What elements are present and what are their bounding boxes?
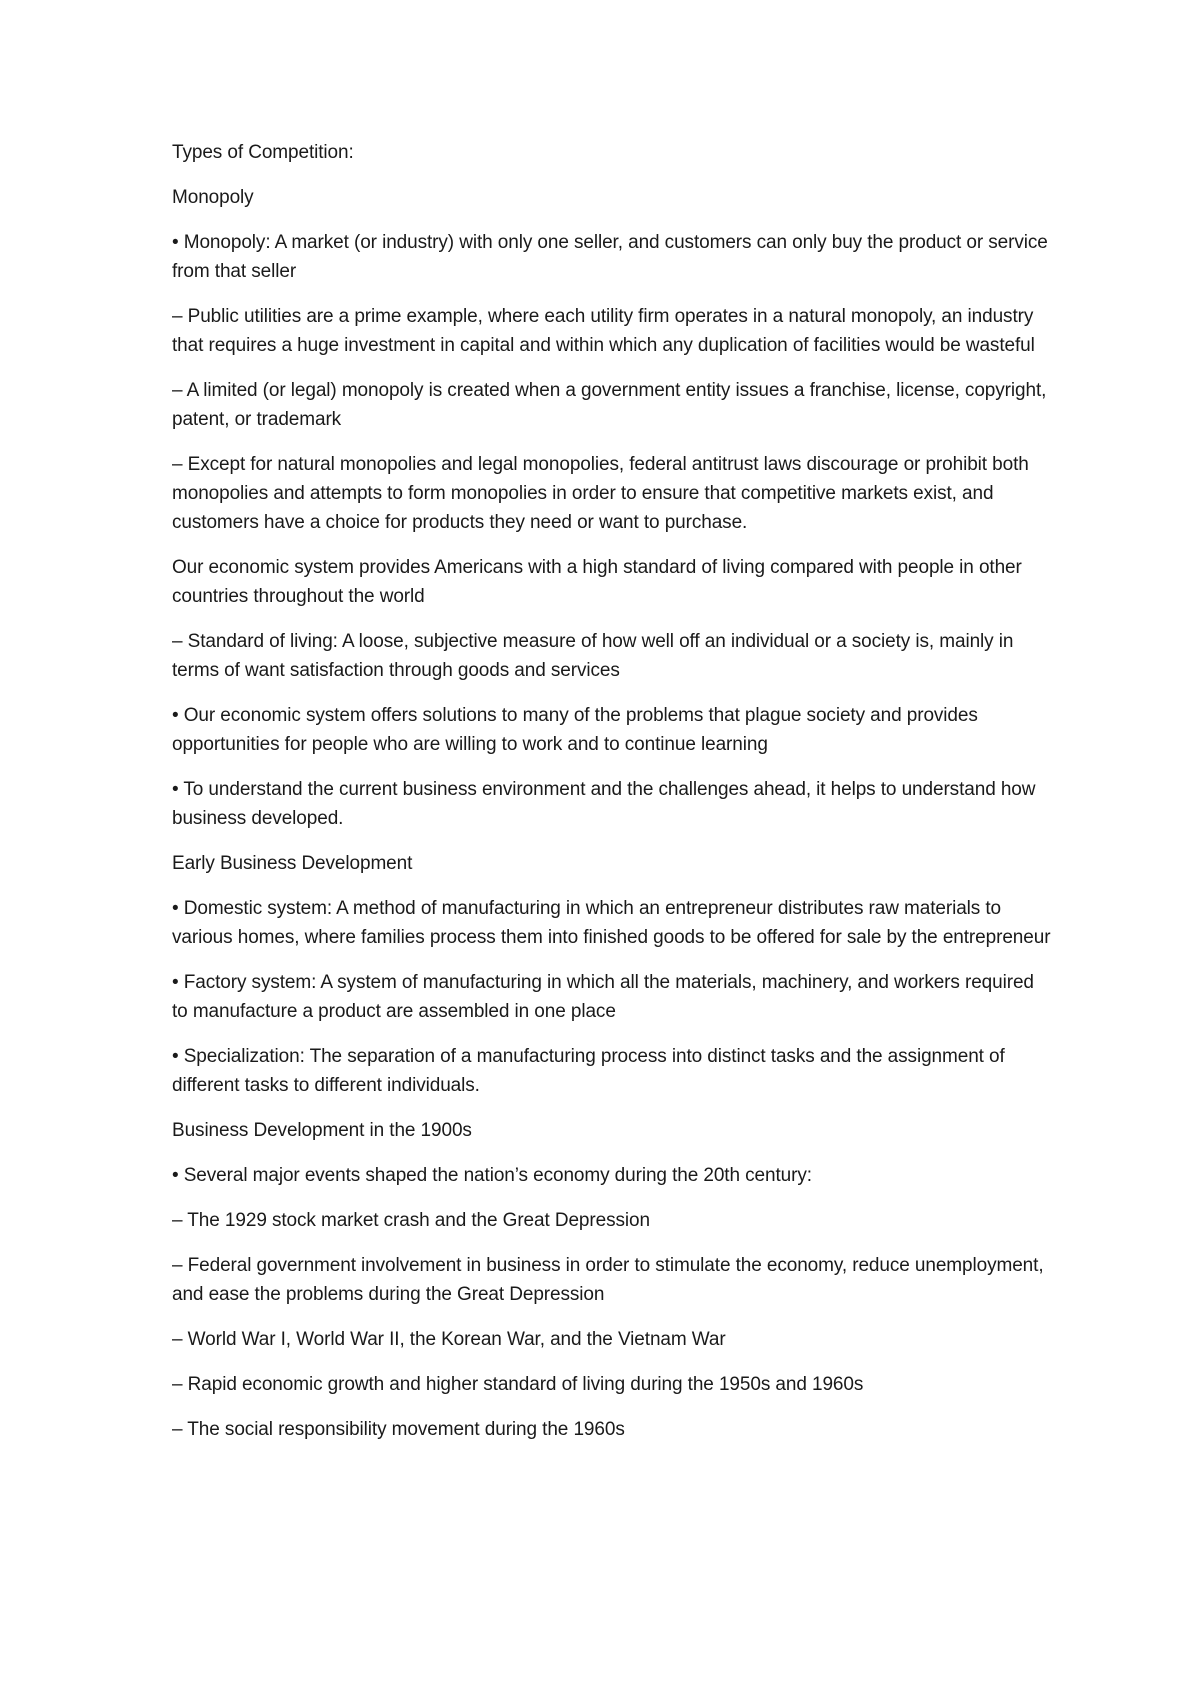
bullet-understand-business: • To understand the current business environment and the challenges ahead, it helps to understand how business developed. bbox=[172, 779, 1036, 829]
bullet-specialization: • Specialization: The separation of a manufacturing process into distinct tasks and the assignment of different tasks to different individuals. bbox=[172, 1046, 1005, 1096]
document-body bbox=[172, 138, 1052, 1460]
bullet-monopoly-definition: • Monopoly: A market (or industry) with only one seller, and customers can only buy the product or service from that seller bbox=[172, 232, 1048, 282]
subpoint-limited-monopoly: – A limited (or legal) monopoly is created when a government entity issues a franchise, license, copyright, patent, or trademark bbox=[172, 380, 1047, 430]
subpoint-social-responsibility: – The social responsibility movement during the 1960s bbox=[172, 1419, 625, 1440]
document-title: Types of Competition: bbox=[172, 142, 354, 163]
section-heading-monopoly: Monopoly bbox=[172, 187, 254, 208]
subpoint-standard-of-living: – Standard of living: A loose, subjective measure of how well off an individual or a society is, mainly in terms of want satisfaction through goods and services bbox=[172, 631, 1014, 681]
section-heading-1900s: Business Development in the 1900s bbox=[172, 1120, 472, 1141]
subpoint-federal-involvement: – Federal government involvement in business in order to stimulate the economy, reduce unemployment, and ease the problems during the Great Depression bbox=[172, 1255, 1044, 1305]
subpoint-wars: – World War I, World War II, the Korean War, and the Vietnam War bbox=[172, 1329, 726, 1350]
bullet-major-events: • Several major events shaped the nation’s economy during the 20th century: bbox=[172, 1165, 812, 1186]
bullet-factory-system: • Factory system: A system of manufacturing in which all the materials, machinery, and workers required to manufacture a product are assembled in one place bbox=[172, 972, 1034, 1022]
subpoint-antitrust: – Except for natural monopolies and legal monopolies, federal antitrust laws discourage or prohibit both monopolies and attempts to form monopolies in order to ensure that competitive markets exist, and customers have a choice for products they need or want to purchase. bbox=[172, 454, 1029, 533]
section-heading-early-business: Early Business Development bbox=[172, 853, 413, 874]
subpoint-economic-growth: – Rapid economic growth and higher standard of living during the 1950s and 1960s bbox=[172, 1374, 864, 1395]
subpoint-public-utilities: – Public utilities are a prime example, where each utility firm operates in a natural monopoly, an industry that requires a huge investment in capital and within which any duplication of facilities would be wasteful bbox=[172, 306, 1035, 356]
subpoint-stock-market-crash: – The 1929 stock market crash and the Great Depression bbox=[172, 1210, 650, 1231]
bullet-economic-solutions: • Our economic system offers solutions to many of the problems that plague society and provides opportunities for people who are willing to work and to continue learning bbox=[172, 705, 978, 755]
paragraph-economic-system: Our economic system provides Americans with a high standard of living compared with people in other countries throughout the world bbox=[172, 557, 1022, 607]
bullet-domestic-system: • Domestic system: A method of manufacturing in which an entrepreneur distributes raw materials to various homes, where families process them into finished goods to be offered for sale by the entrepreneur bbox=[172, 898, 1051, 948]
